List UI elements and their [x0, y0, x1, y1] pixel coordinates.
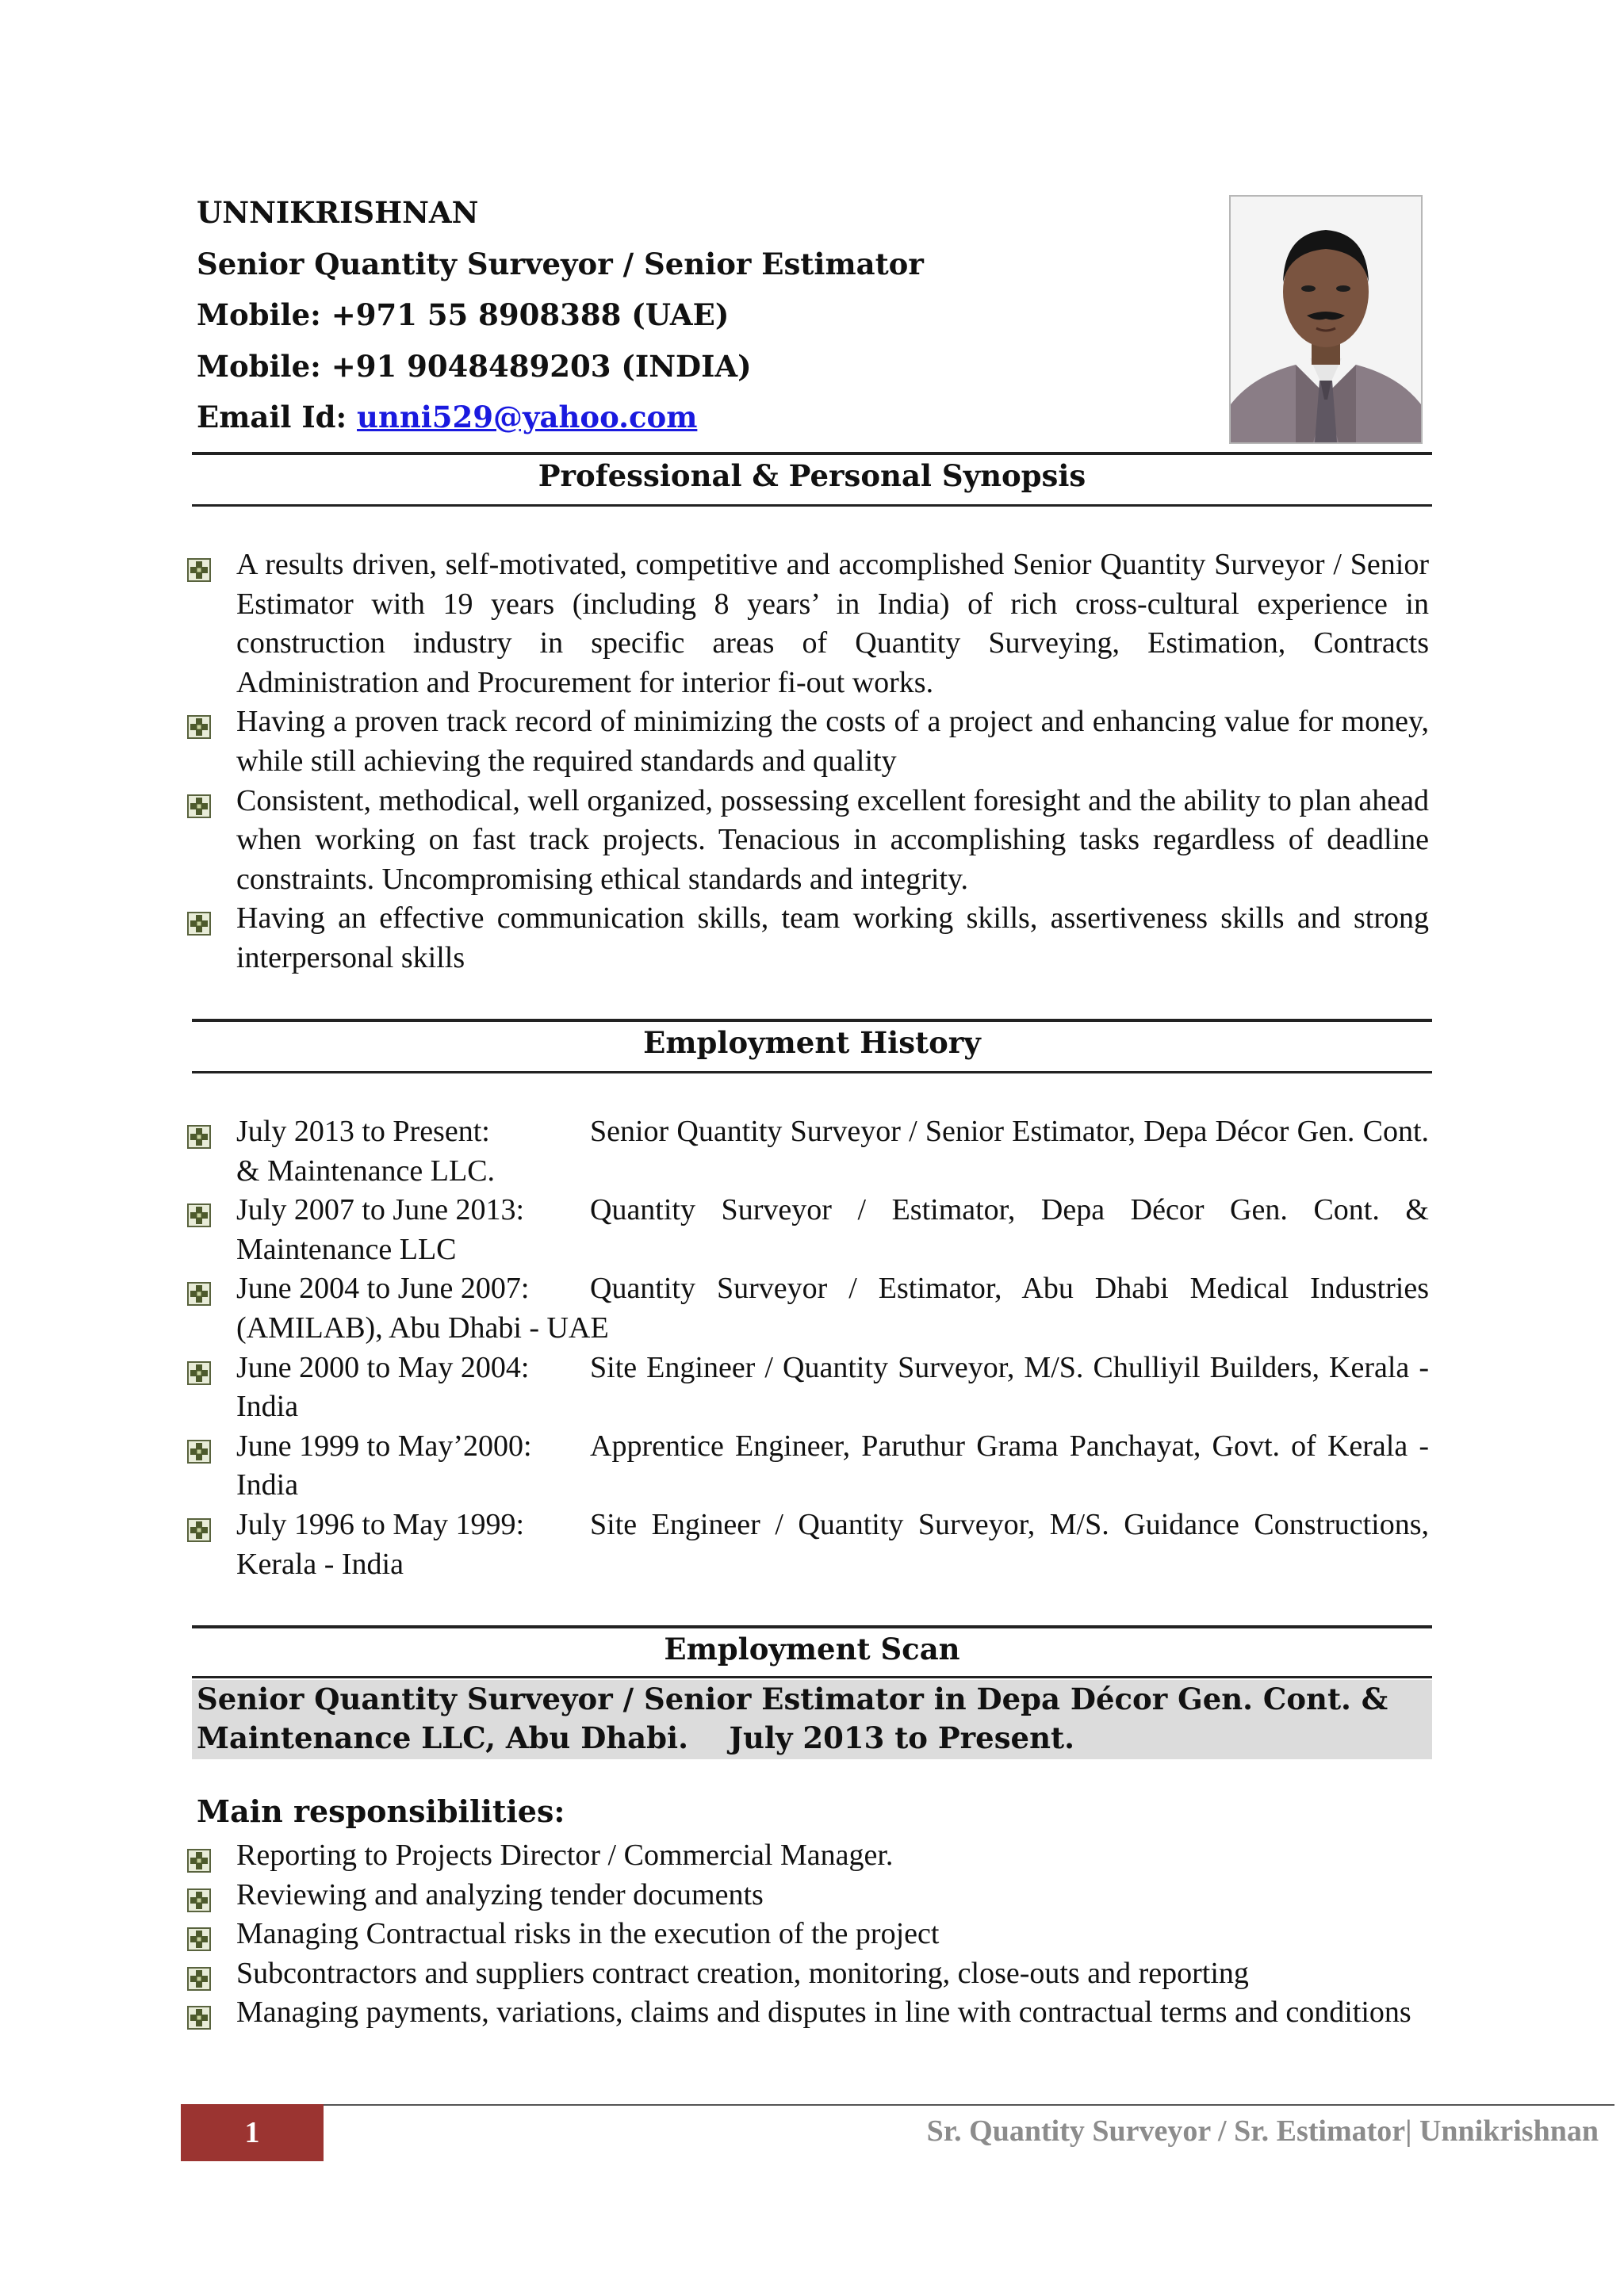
- history-desc: Senior Quantity Surveyor / Senior Estimator, Depa Décor Gen. Cont. & Maintenance LLC.: [236, 1115, 1429, 1188]
- history-heading: Employment History: [643, 1025, 981, 1060]
- responsibility-item: Managing payments, variations, claims and disputes in line with contractual terms and conditions: [187, 1993, 1429, 2033]
- square-bullet-icon: [187, 1120, 211, 1144]
- current-role-line-2: Maintenance LLC, Abu Dhabi. July 2013 to Present.: [197, 1720, 1074, 1755]
- square-bullet-icon: [187, 1962, 211, 1986]
- history-list: [187, 1112, 1429, 1584]
- square-bullet-icon: [187, 710, 211, 734]
- square-bullet-icon: [187, 1199, 211, 1223]
- history-item: [187, 1427, 1429, 1506]
- current-role-line-1: Senior Quantity Surveyor / Senior Estimator in Depa Décor Gen. Cont. &: [197, 1682, 1388, 1716]
- synopsis-list: [187, 545, 1429, 978]
- history-desc: Quantity Surveyor / Estimator, Abu Dhabi Medical Industries (AMILAB), Abu Dhabi - UAE: [236, 1272, 1429, 1345]
- synopsis-heading: Professional & Personal Synopsis: [538, 458, 1086, 493]
- square-bullet-icon: [187, 2001, 211, 2025]
- history-date: July 2007 to June 2013:: [236, 1193, 525, 1227]
- history-desc: Site Engineer / Quantity Surveyor, M/S. Chulliyil Builders, Kerala - India: [236, 1350, 1429, 1424]
- profile-photo-image: [1231, 197, 1421, 442]
- square-bullet-icon: [187, 907, 211, 931]
- square-bullet-icon: [187, 1844, 211, 1868]
- history-date: July 2013 to Present:: [236, 1115, 490, 1148]
- history-item: [187, 1191, 1429, 1269]
- responsibility-item: Managing Contractual risks in the execution of the project: [187, 1915, 1429, 1954]
- history-item: [187, 1506, 1429, 1584]
- history-item: [187, 1269, 1429, 1348]
- responsibility-item: Reviewing and analyzing tender documents: [187, 1876, 1429, 1915]
- history-item: [187, 1112, 1429, 1191]
- responsibilities-heading: Main responsibilities:: [197, 1793, 565, 1829]
- responsibility-item: Subcontractors and suppliers contract creation, monitoring, close-outs and reporting: [187, 1954, 1429, 1994]
- scan-top-rule: [192, 1625, 1432, 1628]
- history-bottom-rule: [192, 1071, 1432, 1073]
- history-date: June 1999 to May’2000:: [236, 1429, 532, 1463]
- square-bullet-icon: [187, 553, 211, 577]
- history-desc: Quantity Surveyor / Estimator, Depa Décor Gen. Cont. & Maintenance LLC: [236, 1193, 1429, 1266]
- square-bullet-icon: [187, 1923, 211, 1946]
- footer-text: Sr. Quantity Surveyor / Sr. Estimator| Unnikrishnan: [926, 2114, 1599, 2148]
- square-bullet-icon: [187, 1513, 211, 1537]
- square-bullet-icon: [187, 1357, 211, 1380]
- email-link[interactable]: unni529@yahoo.com: [357, 400, 698, 434]
- candidate-title: Senior Quantity Surveyor / Senior Estimator: [197, 247, 924, 281]
- mobile-india: Mobile: +91 9048489203 (INDIA): [197, 349, 752, 384]
- synopsis-item: A results driven, self-motivated, competitive and accomplished Senior Quantity Surveyor / Senior Estimator with 19 years (including 8 years’ in India) of rich cross-cultural experience in construction industry in specific areas of Quantity Surveying, Estimation, Contracts Administration and Procurement for interior fi-out works.: [187, 545, 1429, 702]
- footer-rule: [181, 2104, 1614, 2106]
- history-date: June 2004 to June 2007:: [236, 1272, 530, 1306]
- synopsis-item: Having an effective communication skills, team working skills, assertiveness skills and strong interpersonal skills: [187, 899, 1429, 978]
- synopsis-top-rule: [192, 452, 1432, 455]
- page-number: 1: [181, 2104, 324, 2161]
- square-bullet-icon: [187, 1277, 211, 1301]
- scan-bottom-rule: [192, 1676, 1432, 1678]
- history-date: June 2000 to May 2004:: [236, 1350, 530, 1384]
- profile-photo: [1229, 195, 1423, 444]
- square-bullet-icon: [187, 1884, 211, 1908]
- history-item: [187, 1349, 1429, 1427]
- synopsis-item: Having a proven track record of minimizing the costs of a project and enhancing value for money, while still achieving the required standards and quality: [187, 702, 1429, 781]
- email-line: [197, 400, 697, 434]
- synopsis-item: Consistent, methodical, well organized, possessing excellent foresight and the ability to plan ahead when working on fast track projects. Tenacious in accomplishing tasks regardless of deadline constraints. Uncompromising ethical standards and integrity.: [187, 782, 1429, 900]
- responsibilities-list: [187, 1836, 1429, 2033]
- square-bullet-icon: [187, 1435, 211, 1459]
- history-top-rule: [192, 1019, 1432, 1022]
- history-date: July 1996 to May 1999:: [236, 1507, 525, 1541]
- scan-heading: Employment Scan: [664, 1632, 960, 1667]
- history-desc: Apprentice Engineer, Paruthur Grama Panchayat, Govt. of Kerala - India: [236, 1429, 1429, 1502]
- email-label: Email Id:: [197, 400, 358, 434]
- history-desc: Site Engineer / Quantity Surveyor, M/S. Guidance Constructions, Kerala - India: [236, 1507, 1429, 1581]
- mobile-uae: Mobile: +971 55 8908388 (UAE): [197, 297, 730, 332]
- square-bullet-icon: [187, 790, 211, 813]
- current-role-box: [192, 1680, 1432, 1759]
- responsibility-item: Reporting to Projects Director / Commercial Manager.: [187, 1836, 1429, 1876]
- synopsis-bottom-rule: [192, 504, 1432, 507]
- candidate-name: UNNIKRISHNAN: [197, 195, 479, 230]
